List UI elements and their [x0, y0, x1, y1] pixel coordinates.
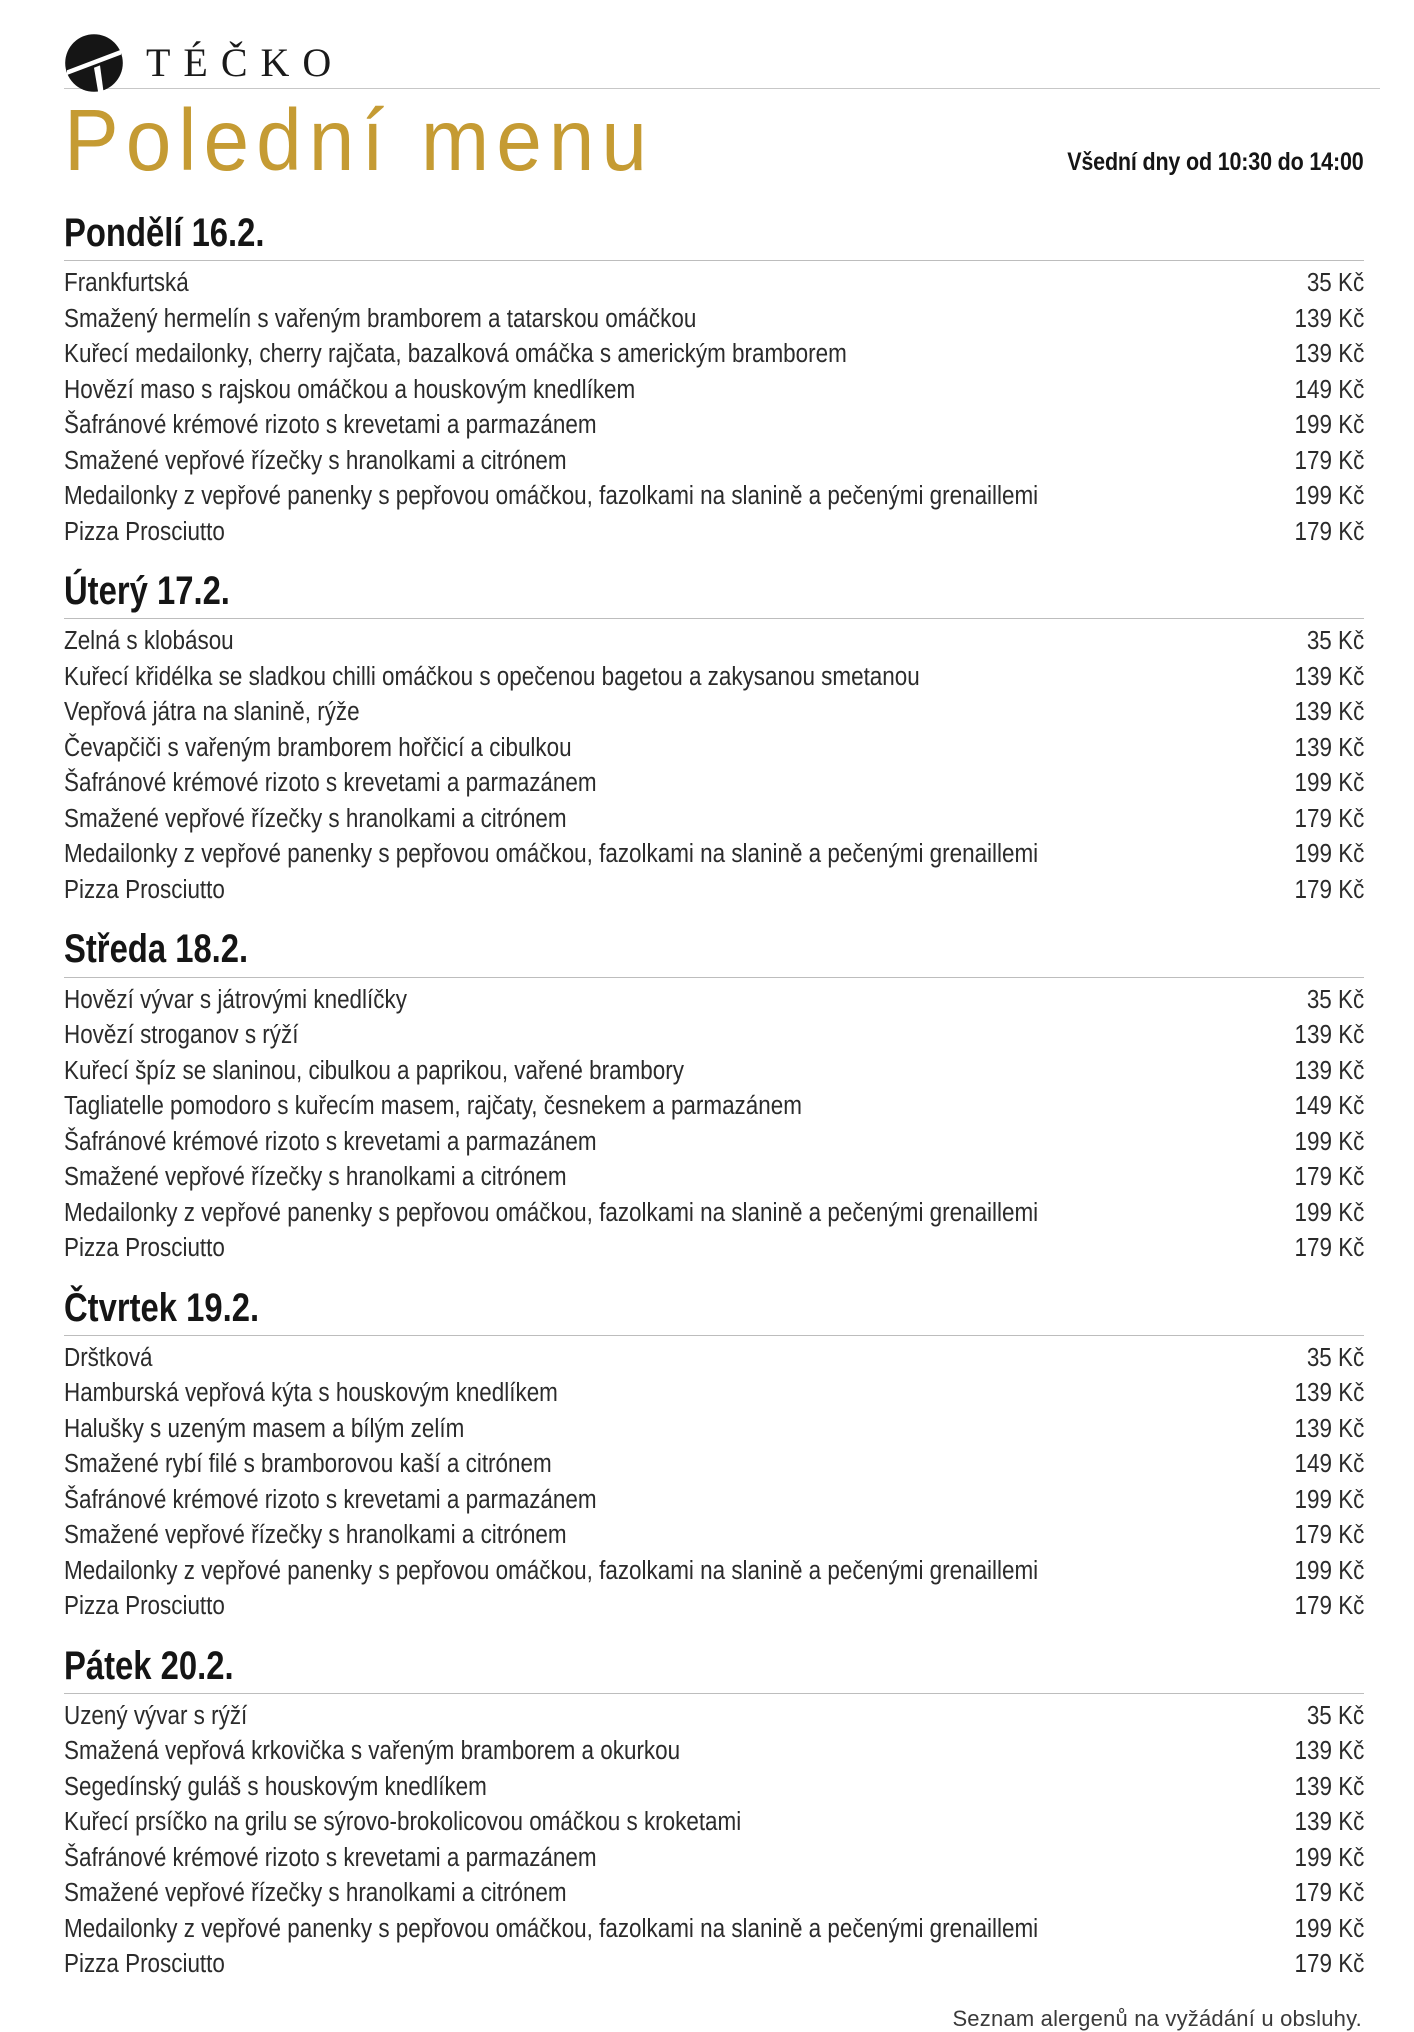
- allergen-note: Seznam alergenů na vyžádání u obsluhy.: [952, 2005, 1362, 2031]
- menu-item-price: 139 Kč: [1294, 1808, 1364, 1837]
- menu-item-price: 199 Kč: [1294, 840, 1364, 869]
- menu-item-price: 179 Kč: [1294, 1163, 1364, 1192]
- menu-item: [64, 624, 1364, 660]
- footer: [34, 1988, 1376, 2032]
- menu-item: [64, 766, 1364, 802]
- menu-item-name: Smažené vepřové řízečky s hranolkami a citrónem: [64, 1163, 567, 1192]
- menu-item-name: Smažené rybí filé s bramborovou kaší a citrónem: [64, 1450, 552, 1479]
- menu-item: [64, 1734, 1364, 1770]
- menu-item: [64, 515, 1364, 551]
- menu-item: [64, 1160, 1364, 1196]
- menu-item: [64, 1770, 1364, 1806]
- menu-item-price: 139 Kč: [1294, 662, 1364, 691]
- menu-item-price: 199 Kč: [1294, 1843, 1364, 1872]
- day-section-thursday: [64, 1272, 1364, 1625]
- menu-item: [64, 1054, 1364, 1090]
- day-section-tuesday: [64, 555, 1364, 908]
- menu-item: [64, 837, 1364, 873]
- day-heading: Pátek 20.2.: [64, 1643, 234, 1688]
- menu-item-price: 149 Kč: [1294, 1450, 1364, 1479]
- day-divider: [64, 1693, 1364, 1694]
- menu-item-name: Medailonky z vepřové panenky s pepřovou omáčkou, fazolkami na slanině a pečenými grenaillemi: [64, 1914, 1039, 1943]
- menu-item-name: Hovězí stroganov s rýží: [64, 1021, 299, 1050]
- menu-item-price: 149 Kč: [1294, 1092, 1364, 1121]
- menu-item: [64, 1018, 1364, 1054]
- menu-item-name: Kuřecí prsíčko na grilu se sýrovo-brokolicovou omáčkou s kroketami: [64, 1808, 742, 1837]
- menu-item: [64, 1912, 1364, 1948]
- menu-item: [64, 1231, 1364, 1267]
- menu-item-name: Pizza Prosciutto: [64, 1592, 225, 1621]
- menu-item-price: 179 Kč: [1294, 1950, 1364, 1979]
- day-heading: Pondělí 16.2.: [64, 211, 265, 255]
- menu-item-name: Pizza Prosciutto: [64, 1950, 225, 1979]
- menu-item-price: 139 Kč: [1294, 1379, 1364, 1408]
- menu-item: [64, 1447, 1364, 1483]
- menu-items: [64, 983, 1364, 1267]
- menu-item-name: Medailonky z vepřové panenky s pepřovou omáčkou, fazolkami na slanině a pečenými grenaillemi: [64, 1198, 1039, 1227]
- menu-items: [64, 1341, 1364, 1625]
- menu-item-name: Šafránové krémové rizoto s krevetami a parmazánem: [64, 769, 597, 798]
- menu-item: [64, 1518, 1364, 1554]
- menu-item-name: Smažené vepřové řízečky s hranolkami a citrónem: [64, 1879, 567, 1908]
- menu-item-price: 139 Kč: [1294, 1737, 1364, 1766]
- day-section-monday: [64, 197, 1364, 550]
- menu-item: [64, 983, 1364, 1019]
- menu-item-price: 139 Kč: [1294, 1056, 1364, 1085]
- menu-item: [64, 1341, 1364, 1377]
- menu-item: [64, 1196, 1364, 1232]
- menu-item-price: 35 Kč: [1306, 1343, 1364, 1372]
- menu-item-name: Medailonky z vepřové panenky s pepřovou omáčkou, fazolkami na slanině a pečenými grenaillemi: [64, 1556, 1039, 1585]
- menu-item: [64, 1412, 1364, 1448]
- menu-item-name: Pizza Prosciutto: [64, 875, 225, 904]
- menu-item: [64, 695, 1364, 731]
- brand-header: [34, 0, 1376, 85]
- menu-item-name: Pizza Prosciutto: [64, 1234, 225, 1263]
- menu-item-name: Kuřecí medailonky, cherry rajčata, bazalková omáčka s americkým bramborem: [64, 340, 847, 369]
- menu-item-name: Uzený vývar s rýží: [64, 1701, 248, 1730]
- menu-item-price: 179 Kč: [1294, 1592, 1364, 1621]
- menu-item-name: Šafránové krémové rizoto s krevetami a parmazánem: [64, 1485, 597, 1514]
- menu-item-name: Tagliatelle pomodoro s kuřecím masem, rajčaty, česnekem a parmazánem: [64, 1092, 802, 1121]
- day-divider: [64, 1335, 1364, 1336]
- menu-item: [64, 1947, 1364, 1983]
- menu-item-price: 139 Kč: [1294, 1772, 1364, 1801]
- day-heading: Středa 18.2.: [64, 927, 249, 972]
- day-section-wednesday: [64, 913, 1364, 1266]
- menu-item-name: Smažený hermelín s vařeným bramborem a tatarskou omáčkou: [64, 304, 697, 333]
- menu-item: [64, 408, 1364, 444]
- menu-item: [64, 1805, 1364, 1841]
- menu-item: [64, 1554, 1364, 1590]
- menu-item-name: Hovězí maso s rajskou omáčkou a houskovým knedlíkem: [64, 375, 636, 404]
- menu-item-name: Kuřecí špíz se slaninou, cibulkou a paprikou, vařené brambory: [64, 1056, 684, 1085]
- page-title: Polední menu: [64, 92, 655, 190]
- menu-item: [64, 1699, 1364, 1735]
- menu-item: [64, 302, 1364, 338]
- menu-item-name: Pizza Prosciutto: [64, 517, 225, 546]
- menu-item-name: Frankfurtská: [64, 269, 189, 298]
- menu-item-price: 199 Kč: [1294, 411, 1364, 440]
- menu-item-price: 179 Kč: [1294, 446, 1364, 475]
- day-heading: Čtvrtek 19.2.: [64, 1285, 260, 1330]
- menu-item-price: 199 Kč: [1294, 1556, 1364, 1585]
- menu-item: [64, 337, 1364, 373]
- menu-item-name: Kuřecí křidélka se sladkou chilli omáčkou s opečenou bagetou a zakysanou smetanou: [64, 662, 920, 691]
- menu-item-name: Smažené vepřové řízečky s hranolkami a citrónem: [64, 1521, 567, 1550]
- menu-item-price: 35 Kč: [1306, 1701, 1364, 1730]
- menu-item-price: 149 Kč: [1294, 375, 1364, 404]
- menu-item-price: 139 Kč: [1294, 733, 1364, 762]
- menu-item: [64, 731, 1364, 767]
- menu-item: [64, 479, 1364, 515]
- menu-item: [64, 266, 1364, 302]
- menu-item-price: 179 Kč: [1294, 1234, 1364, 1263]
- menu-item-price: 35 Kč: [1306, 269, 1364, 298]
- menu-item-name: Smažené vepřové řízečky s hranolkami a citrónem: [64, 446, 567, 475]
- menu-item-price: 35 Kč: [1306, 985, 1364, 1014]
- menu-item-price: 179 Kč: [1294, 517, 1364, 546]
- menu-item-price: 139 Kč: [1294, 698, 1364, 727]
- menu-item: [64, 1125, 1364, 1161]
- menu-item-price: 179 Kč: [1294, 804, 1364, 833]
- menu-item-name: Šafránové krémové rizoto s krevetami a parmazánem: [64, 1843, 597, 1872]
- menu-item-price: 179 Kč: [1294, 1521, 1364, 1550]
- menu-item-price: 199 Kč: [1294, 1198, 1364, 1227]
- menu-item-price: 35 Kč: [1306, 627, 1364, 656]
- title-row: [34, 89, 1376, 190]
- menu-item: [64, 1841, 1364, 1877]
- menu-item: [64, 660, 1364, 696]
- menu-item-name: Zelná s klobásou: [64, 627, 234, 656]
- menu-item-price: 139 Kč: [1294, 340, 1364, 369]
- menu-items: [64, 624, 1364, 908]
- menu-item: [64, 373, 1364, 409]
- menu-item-name: Šafránové krémové rizoto s krevetami a parmazánem: [64, 1127, 597, 1156]
- menu-item-price: 199 Kč: [1294, 1485, 1364, 1514]
- menu-items: [64, 1699, 1364, 1983]
- brand-wordmark: TÉČKO: [146, 40, 345, 85]
- menu-item-price: 199 Kč: [1294, 482, 1364, 511]
- menu-items: [64, 266, 1364, 550]
- menu-item-name: Vepřová játra na slanině, rýže: [64, 698, 360, 727]
- menu-item-price: 139 Kč: [1294, 1021, 1364, 1050]
- menu-item-name: Čevapčiči s vařeným bramborem hořčicí a cibulkou: [64, 733, 572, 762]
- day-section-friday: [64, 1630, 1364, 1983]
- menu-item-name: Segedínský guláš s houskovým knedlíkem: [64, 1772, 487, 1801]
- day-divider: [64, 260, 1364, 261]
- menu-item-name: Medailonky z vepřové panenky s pepřovou omáčkou, fazolkami na slanině a pečenými grenaillemi: [64, 482, 1039, 511]
- menu-item-name: Drštková: [64, 1343, 153, 1372]
- menu-item-name: Halušky s uzeným masem a bílým zelím: [64, 1414, 465, 1443]
- day-divider: [64, 977, 1364, 978]
- menu-item: [64, 1483, 1364, 1519]
- menu-item-name: Hovězí vývar s játrovými knedlíčky: [64, 985, 407, 1014]
- menu-item-price: 199 Kč: [1294, 769, 1364, 798]
- menu-item: [64, 1089, 1364, 1125]
- menu-item-name: Hamburská vepřová kýta s houskovým knedlíkem: [64, 1379, 558, 1408]
- menu-item: [64, 802, 1364, 838]
- menu-item: [64, 1589, 1364, 1625]
- menu-item-price: 179 Kč: [1294, 1879, 1364, 1908]
- menu-item: [64, 1376, 1364, 1412]
- menu-item: [64, 873, 1364, 909]
- day-sections: [34, 185, 1376, 1983]
- menu-item-price: 199 Kč: [1294, 1127, 1364, 1156]
- menu-item-name: Šafránové krémové rizoto s krevetami a parmazánem: [64, 411, 597, 440]
- menu-item-price: 139 Kč: [1294, 1414, 1364, 1443]
- menu-item-name: Smažená vepřová krkovička s vařeným bramborem a okurkou: [64, 1737, 681, 1766]
- menu-item-name: Medailonky z vepřové panenky s pepřovou omáčkou, fazolkami na slanině a pečenými grenaillemi: [64, 840, 1039, 869]
- opening-hours: Všední dny od 10:30 do 14:00: [1067, 148, 1364, 176]
- menu-item-price: 179 Kč: [1294, 875, 1364, 904]
- menu-item: [64, 1876, 1364, 1912]
- menu-item-price: 199 Kč: [1294, 1914, 1364, 1943]
- menu-item-price: 139 Kč: [1294, 304, 1364, 333]
- menu-item: [64, 444, 1364, 480]
- day-heading: Úterý 17.2.: [64, 569, 230, 614]
- tecko-circle-logo-icon: [64, 33, 124, 93]
- day-divider: [64, 618, 1364, 619]
- menu-item-name: Smažené vepřové řízečky s hranolkami a citrónem: [64, 804, 567, 833]
